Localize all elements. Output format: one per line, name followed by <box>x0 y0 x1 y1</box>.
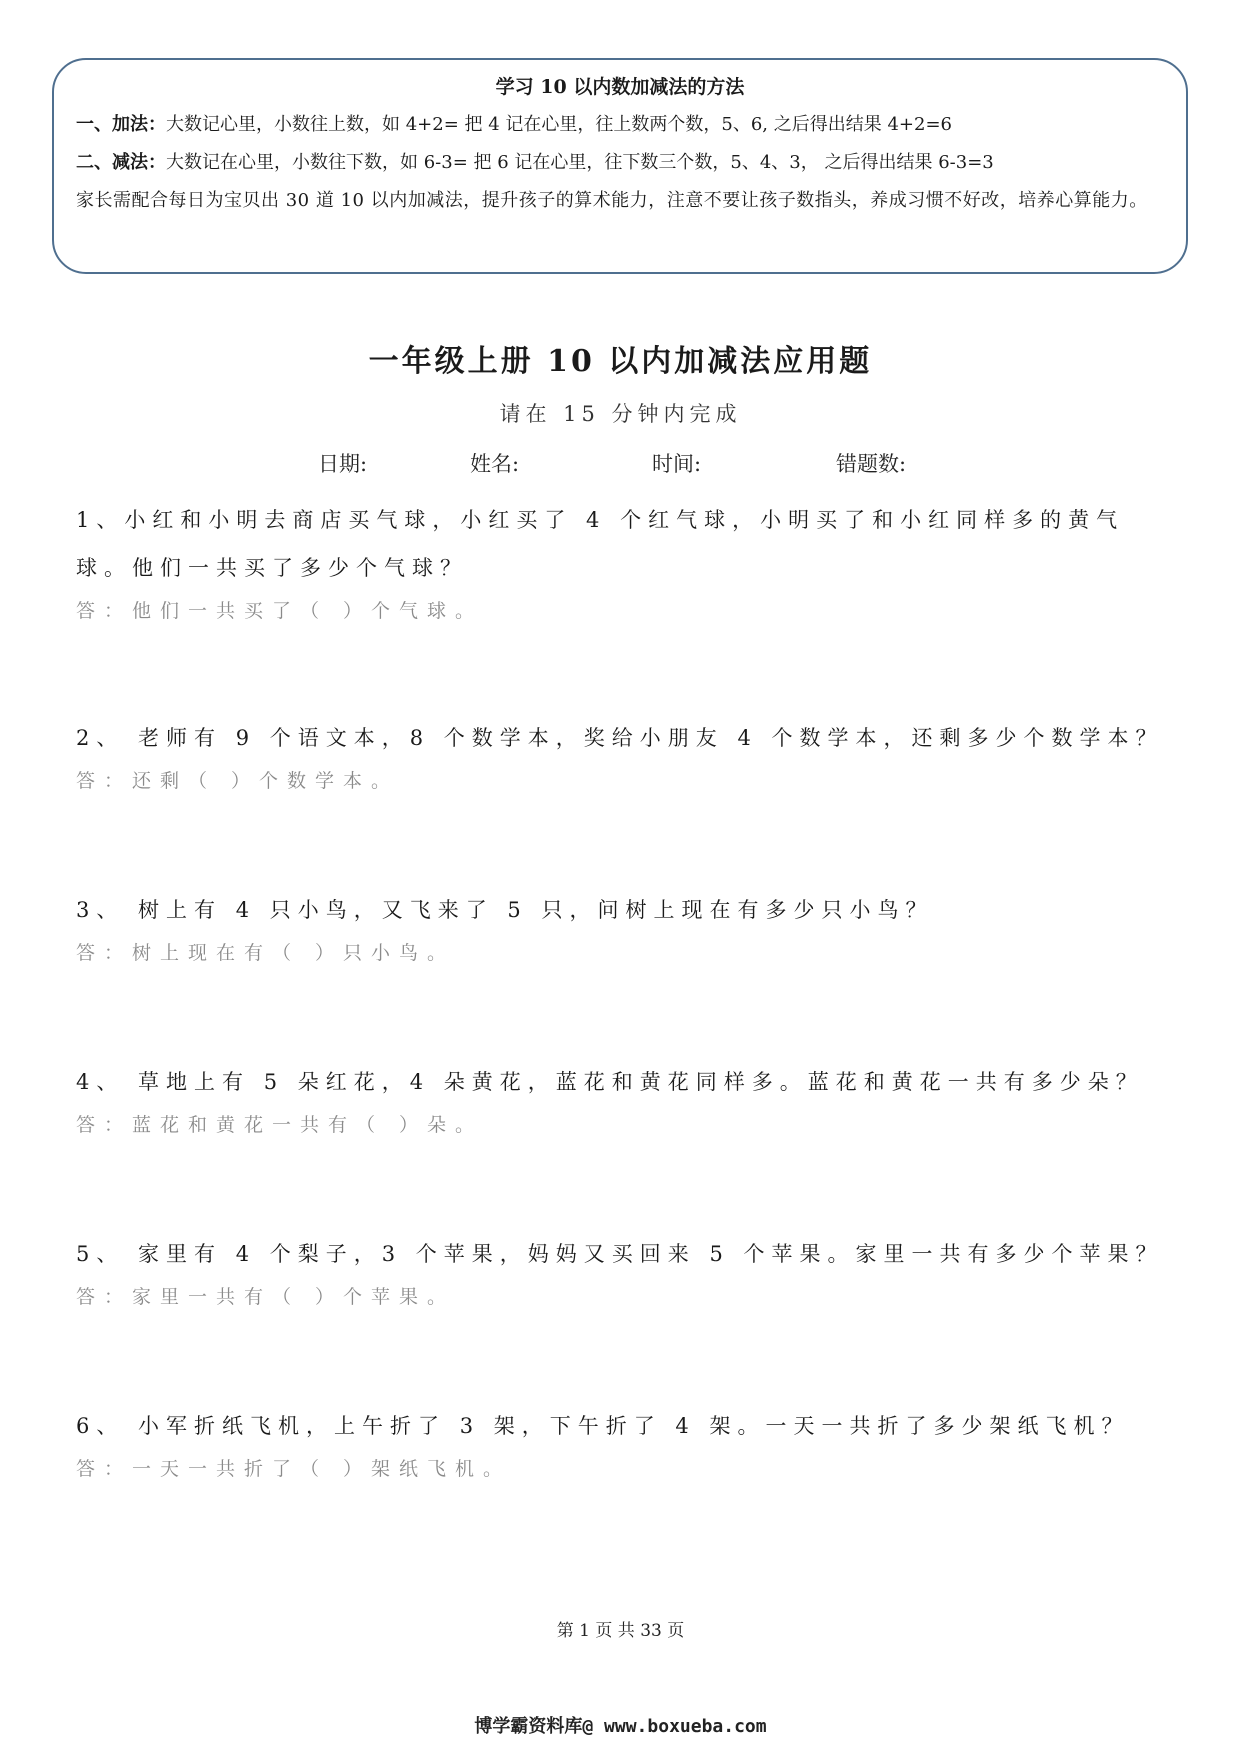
answer-line: 答：他们一共买了（ ）个气球。 <box>76 600 484 622</box>
question-6 <box>76 1402 1176 1484</box>
question-text: 6、 小军折纸飞机，上午折了 3 架，下午折了 4 架。一天一共折了多少架纸飞机？ <box>76 1414 1130 1438</box>
tips-box <box>52 58 1188 274</box>
question-4 <box>76 1058 1176 1140</box>
tips-title: 学习 10 以内数加减法的方法 <box>495 76 745 98</box>
watermark: 博学霸资料库@ www.boxueba.com <box>474 1716 767 1737</box>
question-text: 2、 老师有 9 个语文本，8 个数学本，奖给小朋友 4 个数学本，还剩多少个数学本？ <box>76 726 1164 750</box>
time-label: 时间: <box>652 452 702 476</box>
page-number: 第 1 页 共 33 页 <box>556 1621 685 1641</box>
question-5 <box>76 1230 1176 1312</box>
question-text: 4、 草地上有 5 朵红花，4 朵黄花，蓝花和黄花同样多。蓝花和黄花一共有多少朵？ <box>76 1070 1144 1094</box>
answer-line: 答：一天一共折了（ ）架纸飞机。 <box>76 1458 512 1480</box>
question-text: 1、小红和小明去商店买气球，小红买了 4 个红气球，小明买了和小红同样多的黄气球。他们一共买了多少个气球？ <box>76 508 1125 580</box>
errors-label: 错题数: <box>836 452 907 476</box>
question-3 <box>76 886 1176 968</box>
answer-line: 答：还剩（ ）个数学本。 <box>76 770 400 792</box>
question-text: 3、 树上有 4 只小鸟，又飞来了 5 只，问树上现在有多少只小鸟？ <box>76 898 934 922</box>
answer-line: 答：树上现在有（ ）只小鸟。 <box>76 942 456 964</box>
name-label: 姓名: <box>470 452 520 476</box>
tips-subtraction-label: 二、减法： <box>76 152 166 173</box>
question-text: 5、 家里有 4 个梨子，3 个苹果，妈妈又买回来 5 个苹果。家里一共有多少个苹果？ <box>76 1242 1164 1266</box>
page-title: 一年级上册 10 以内加减法应用题 <box>368 344 873 379</box>
tips-subtraction-line <box>76 144 1164 182</box>
answer-line: 答：家里一共有（ ）个苹果。 <box>76 1286 456 1308</box>
date-label: 日期: <box>318 452 368 476</box>
question-1 <box>76 496 1176 626</box>
page-subtitle: 请在 15 分钟内完成 <box>499 402 742 426</box>
question-2 <box>76 714 1176 796</box>
tips-parent-note: 家长需配合每日为宝贝出 30 道 10 以内加减法，提升孩子的算术能力，注意不要让孩子数指头，养成习惯不好改，培养心算能力。 <box>76 190 1148 211</box>
tips-subtraction-text: 大数记在心里，小数往下数，如 6-3= 把 6 记在心里，往下数三个数，5、4、3， 之后得出结果 6-3=3 <box>166 152 994 173</box>
tips-addition-label: 一、加法： <box>76 114 166 135</box>
tips-addition-line <box>76 106 1164 144</box>
answer-line: 答：蓝花和黄花一共有（ ）朵。 <box>76 1114 484 1136</box>
tips-addition-text: 大数记心里，小数往上数，如 4+2= 把 4 记在心里，往上数两个数，5、6, 之后得出结果 4+2=6 <box>166 114 952 135</box>
